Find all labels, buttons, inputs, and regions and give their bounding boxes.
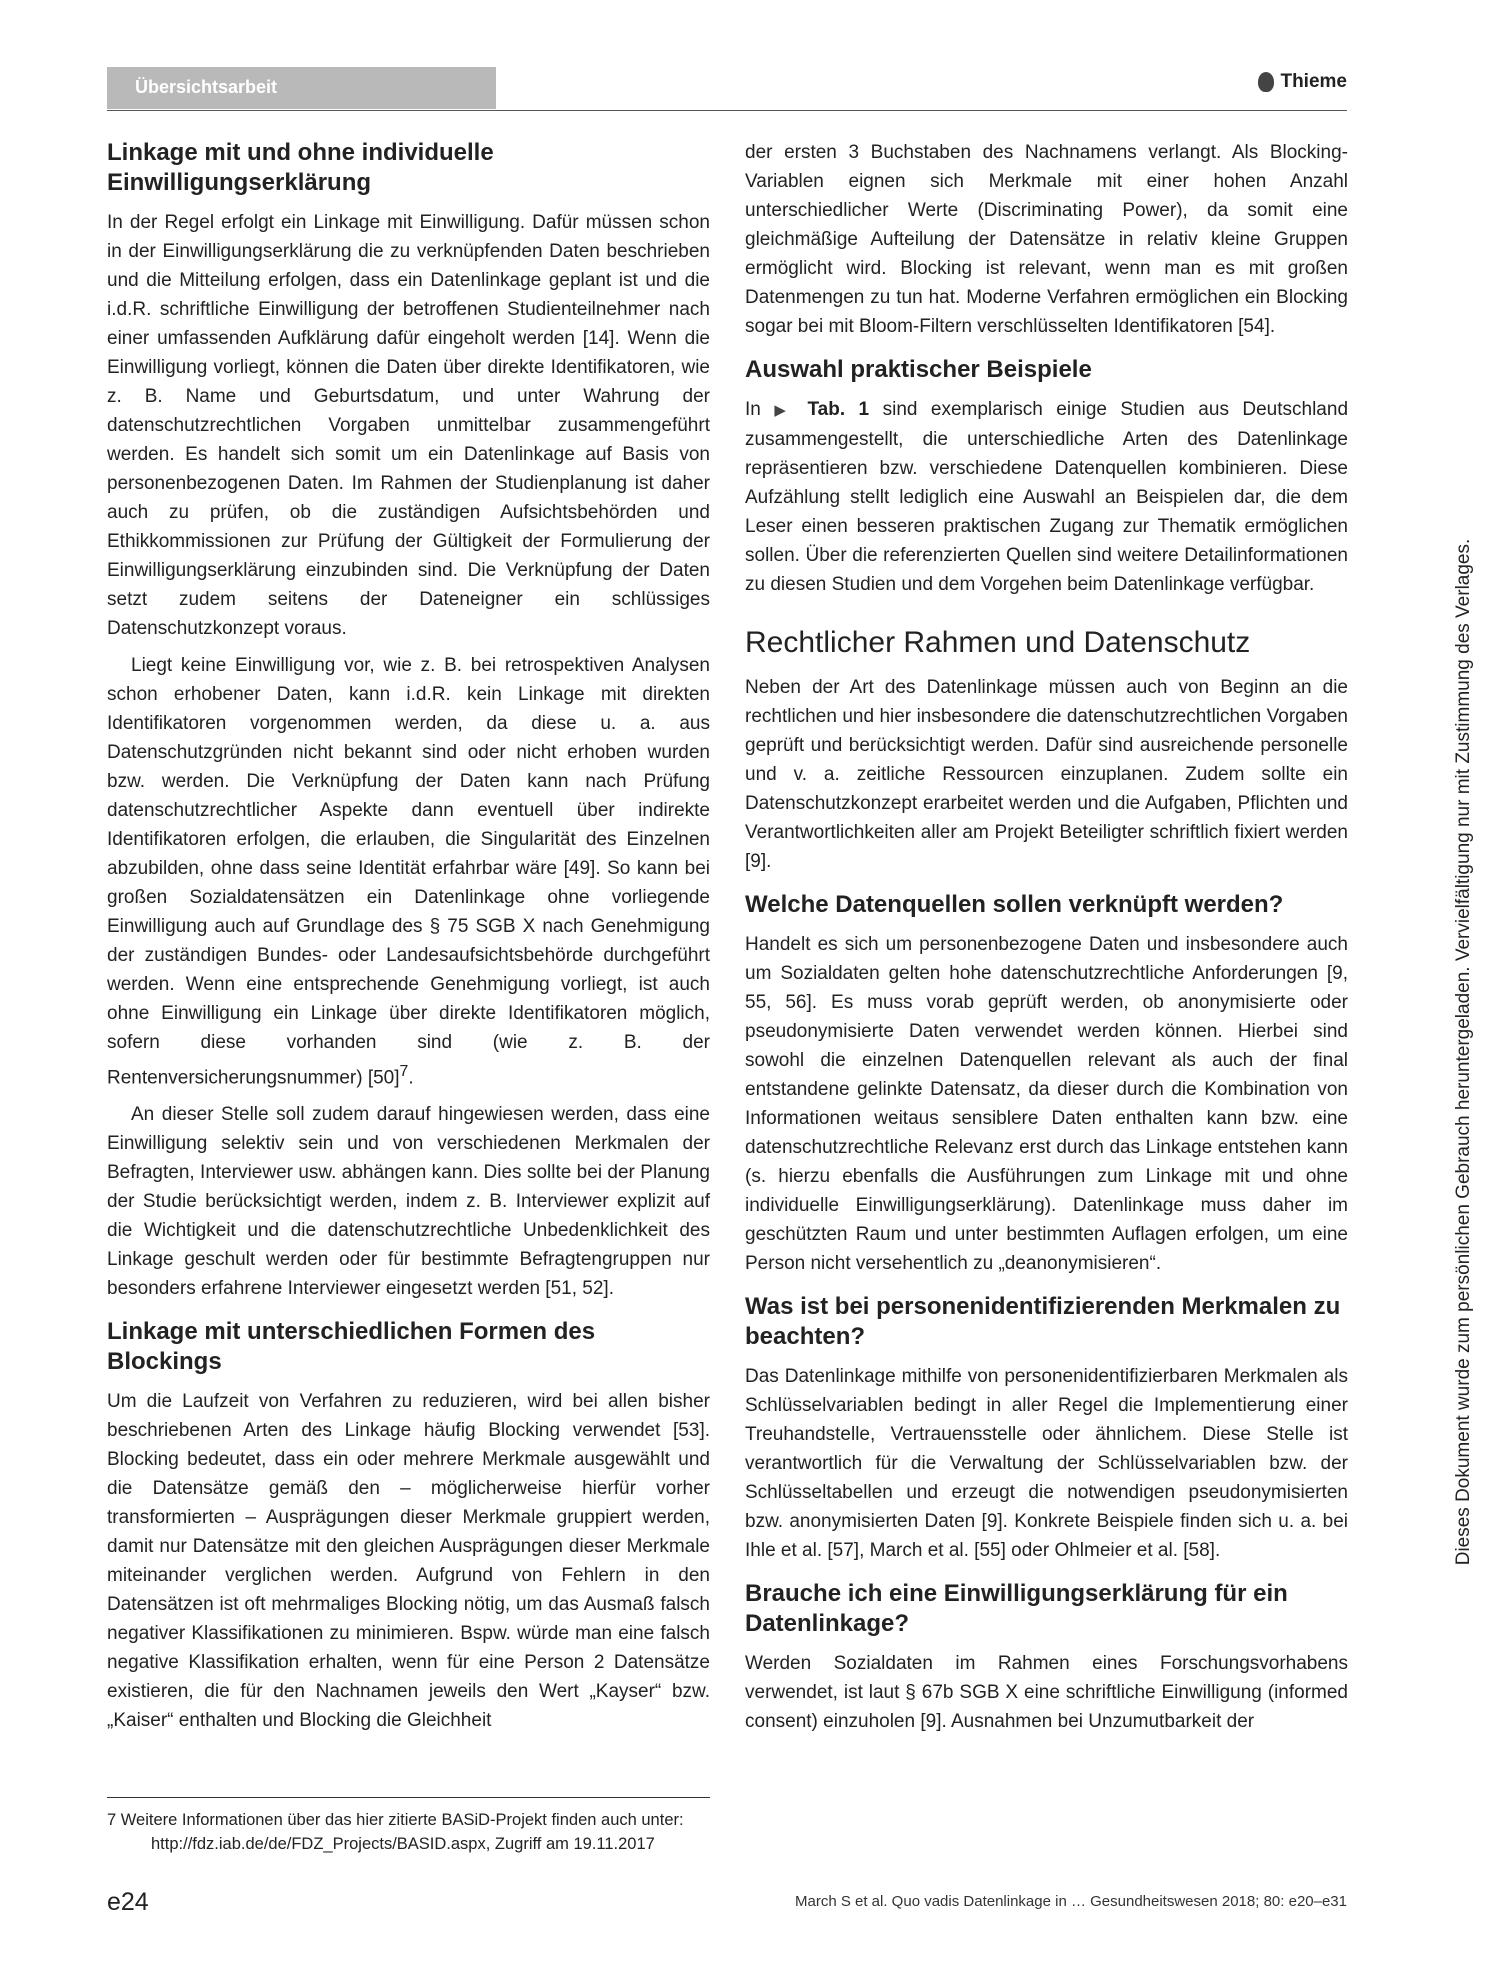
footnote-ref: 7 bbox=[399, 1063, 409, 1080]
table-reference-link[interactable]: Tab. 1 bbox=[807, 399, 870, 420]
journal-citation: March S et al. Quo vadis Datenlinkage in … Gesundheitswesen 2018; 80: e20–e31 bbox=[794, 1893, 1347, 1910]
arrow-right-icon: ▶ bbox=[774, 402, 795, 419]
publisher-logo bbox=[1258, 71, 1347, 93]
paragraph: An dieser Stelle soll zudem darauf hingewiesen werden, dass eine Einwilligung selektiv sein und von verschiedenen Merkmalen der Befragten, Interviewer usw. abhängen kann. Dies sollte bei der Planung der Studie berücksichtigt werden, indem z. B. Interviewer explizit auf die Wichtigkeit und die datenschutzrechtliche Unbedenklichkeit des Linkage geschult werden oder für bestimmte Befragtengruppen nur besonders erfahrene Interviewer eingesetzt werden [51, 52]. bbox=[107, 1104, 710, 1300]
publisher-name: Thieme bbox=[1280, 71, 1347, 92]
heading-personal-identifiers: Was ist bei personenidentifizierenden Merkmalen zu beachten? bbox=[745, 1293, 1341, 1350]
paragraph: Um die Laufzeit von Verfahren zu reduzieren, wird bei allen bisher beschriebenen Arten des Linkage häufig Blocking verwendet [53]. Blocking bedeutet, dass ein oder mehrere Merkmale ausgewählt und die Datensätze gemäß den – möglicherweise hierfür vorher transformierten – Ausprägungen dieser Merkmale gruppiert werden, damit nur Datensätze mit den gleichen Ausprägungen dieser Merkmale miteinander verglichen werden. Aufgrund von Fehlern in den Datensätzen ist oft mehrmaliges Blocking nötig, um das Ausmaß falsch negativer Klassifikationen zu minimieren. Bspw. würde man eine falsch negative Klassifikation erhalten, wenn für eine Person 2 Datensätze existieren, die für den Nachnamen jeweils den Wert „Kayser“ bzw. „Kaiser“ enthalten und Blocking die Gleichheit bbox=[107, 1391, 710, 1732]
paragraph: In ▶ Tab. 1 sind exemplarisch einige Studien aus Deutschland zusammengestellt, die unterschiedliche Arten des Datenlinkage repräsentieren bzw. verschiedene Datenquellen kombinieren. Diese Aufzählung stellt lediglich eine Auswahl an Beispielen dar, die dem Leser einen besseren praktischen Zugang zur Thematik ermöglichen sollen. Über die referenzierten Quellen sind weitere Detailinformationen zu diesen Studien und dem Vorgehen beim Datenlinkage verfügbar. bbox=[745, 399, 1349, 595]
heading-consent-needed: Brauche ich eine Einwilligungserklärung für ein Datenlinkage? bbox=[745, 1580, 1288, 1637]
paragraph: der ersten 3 Buchstaben des Nachnamens verlangt. Als Blocking-Variablen eignen sich Merkmale mit einer hohen Anzahl unterschiedlicher Werte (Discriminating Power), da somit eine gleichmäßige Aufteilung der Datensätze in relativ kleine Gruppen ermöglicht wird. Blocking ist relevant, wenn man es mit großen Datenmengen zu tun hat. Moderne Verfahren ermöglichen ein Blocking sogar bei mit Bloom-Filtern verschlüsselten Identifikatoren [54]. bbox=[745, 142, 1348, 337]
paragraph: In der Regel erfolgt ein Linkage mit Einwilligung. Dafür müssen schon in der Einwilligungserklärung die zu verknüpfenden Daten beschrieben und die Mitteilung erfolgen, dass ein Datenlinkage geplant ist und die i.d.R. schriftliche Einwilligung der betroffenen Studienteilnehmer nach einer umfassenden Aufklärung dafür eingeholt werden [14]. Wenn die Einwilligung vorliegt, können die Daten über direkte Identifikatoren, wie z. B. Name und Geburtsdatum, und unter Wahrung der datenschutzrechtlichen Vorgaben unmittelbar zusammengeführt werden. Es handelt sich somit um ein Datenlinkage auf Basis von personenbezogenen Daten. Im Rahmen der Studienplanung ist daher auch zu prüfen, ob die zuständigen Aufsichtsbehörden und Ethikkommissionen zur Prüfung der Gültigkeit der Formulierung der Einwilligungserklärung einzubinden sind. Die Verknüpfung der Daten setzt zudem seitens der Dateneigner ein schlüssiges Datenschutzkonzept voraus. bbox=[107, 212, 710, 639]
left-column bbox=[107, 138, 710, 1735]
footnote-line: 7 Weitere Informationen über das hier zitierte BASiD-Projekt finden auch unter: bbox=[107, 1811, 684, 1829]
footnote bbox=[107, 1808, 710, 1856]
paragraph: Handelt es sich um personenbezogene Daten und insbesondere auch um Sozialdaten gelten hohe datenschutzrechtliche Anforderungen [9, 55, 56]. Es muss vorab geprüft werden, ob anonymisierte oder pseudonymisierte Daten verwendet werden können. Hierbei sind sowohl die einzelnen Datenquellen relevant als auch der final entstandene gelinkte Datensatz, da dieser durch die Kombination von Informationen weitaus sensiblere Daten enthalten kann bzw. eine datenschutzrechtliche Relevanz erst durch das Linkage entstehen kann (s. hierzu ebenfalls die Ausführungen zum Linkage mit und ohne individuelle Einwilligungserklärung). Datenlinkage muss daher im geschützten Raum und unter bestimmten Auflagen erfolgen, um eine Person nicht versehentlich zu „deanonymisieren“. bbox=[745, 934, 1348, 1274]
paragraph: Liegt keine Einwilligung vor, wie z. B. bei retrospektiven Analysen schon erhobener Daten, kann i.d.R. kein Linkage mit direkten Identifikatoren vorgenommen werden, da diese u. a. aus Datenschutzgründen nicht bekannt sind oder nicht erhoben wurden bzw. werden. Die Verknüpfung der Daten kann nach Prüfung datenschutzrechtlicher Aspekte dann eventuell über indirekte Identifikatoren erfolgen, die erlauben, die Singularität des Einzelnen abzubilden, ohne dass seine Identität erfahrbar wäre [49]. So kann bei großen Sozialdatensätzen ein Datenlinkage ohne vorliegende Einwilligung auch auf Grundlage des § 75 SGB X nach Genehmigung der zuständigen Bundes- oder Landesaufsichtsbehörde durchgeführt werden. Wenn eine entsprechende Genehmigung vorliegt, ist auch ohne Einwilligung ein Linkage über direkte Identifikatoren möglich, sofern diese vorhanden sind (wie z. B. der Rentenversicherungsnummer) $[50]^7$. bbox=[107, 655, 710, 1089]
thieme-logo-icon bbox=[1258, 72, 1274, 92]
footnote-divider bbox=[107, 1797, 710, 1798]
section-tag: Übersichtsarbeit bbox=[135, 77, 278, 97]
heading-examples: Auswahl praktischer Beispiele bbox=[745, 356, 1092, 383]
paragraph: Werden Sozialdaten im Rahmen eines Forschungsvorhabens verwendet, ist laut § 67b SGB X eine schriftliche Einwilligung (informed consent) einzuholen [9]. Ausnahmen bei Unzumutbarkeit der bbox=[745, 1653, 1348, 1732]
heading-data-sources: Welche Datenquellen sollen verknüpft werden? bbox=[745, 891, 1284, 918]
heading-blocking: Linkage mit unterschiedlichen Formen des Blockings bbox=[107, 1318, 596, 1376]
footnote-url[interactable]: http://fdz.iab.de/de/FDZ_Projects/BASID.aspx, Zugriff am 19.11.2017 bbox=[151, 1835, 655, 1853]
header-bar bbox=[107, 67, 496, 109]
page-number: e24 bbox=[107, 1888, 149, 1916]
copyright-side-note: Dieses Dokument wurde zum persönlichen Gebrauch heruntergeladen. Vervielfältigung nur mit Zustimmung des Verlages. bbox=[1453, 538, 1474, 1566]
heading-linkage-consent: Linkage mit und ohne individuelle Einwilligungserklärung bbox=[107, 139, 494, 196]
paragraph: Das Datenlinkage mithilfe von personenidentifizierbaren Merkmalen als Schlüsselvariablen bedingt in aller Regel die Implementierung einer Treuhandstelle, Vertrauensstelle oder ähnlichem. Diese Stelle ist verantwortlich für die Verwaltung der Schlüsselvariablen bzw. der Schlüsseltabellen und erzeugt die notwendigen pseudonymisierten bzw. anonymisierten Daten [9]. Konkrete Beispiele finden sich u. a. bei Ihle et al. [57], March et al. [55] oder Ohlmeier et al. [58]. bbox=[745, 1366, 1348, 1561]
header-divider bbox=[107, 110, 1347, 111]
section-heading-legal: Rechtlicher Rahmen und Datenschutz bbox=[745, 626, 1251, 659]
paragraph: Neben der Art des Datenlinkage müssen auch von Beginn an die rechtlichen und hier insbesondere die datenschutzrechtlichen Vorgaben geprüft und berücksichtigt werden. Dafür sind ausreichende personelle und v. a. zeitliche Ressourcen einzuplanen. Zudem sollte ein Datenschutzkonzept erarbeitet werden und die Aufgaben, Pflichten und Verantwortlichkeiten aller am Projekt Beteiligter schriftlich fixiert werden [9]. bbox=[745, 677, 1348, 872]
right-column bbox=[745, 138, 1348, 1736]
